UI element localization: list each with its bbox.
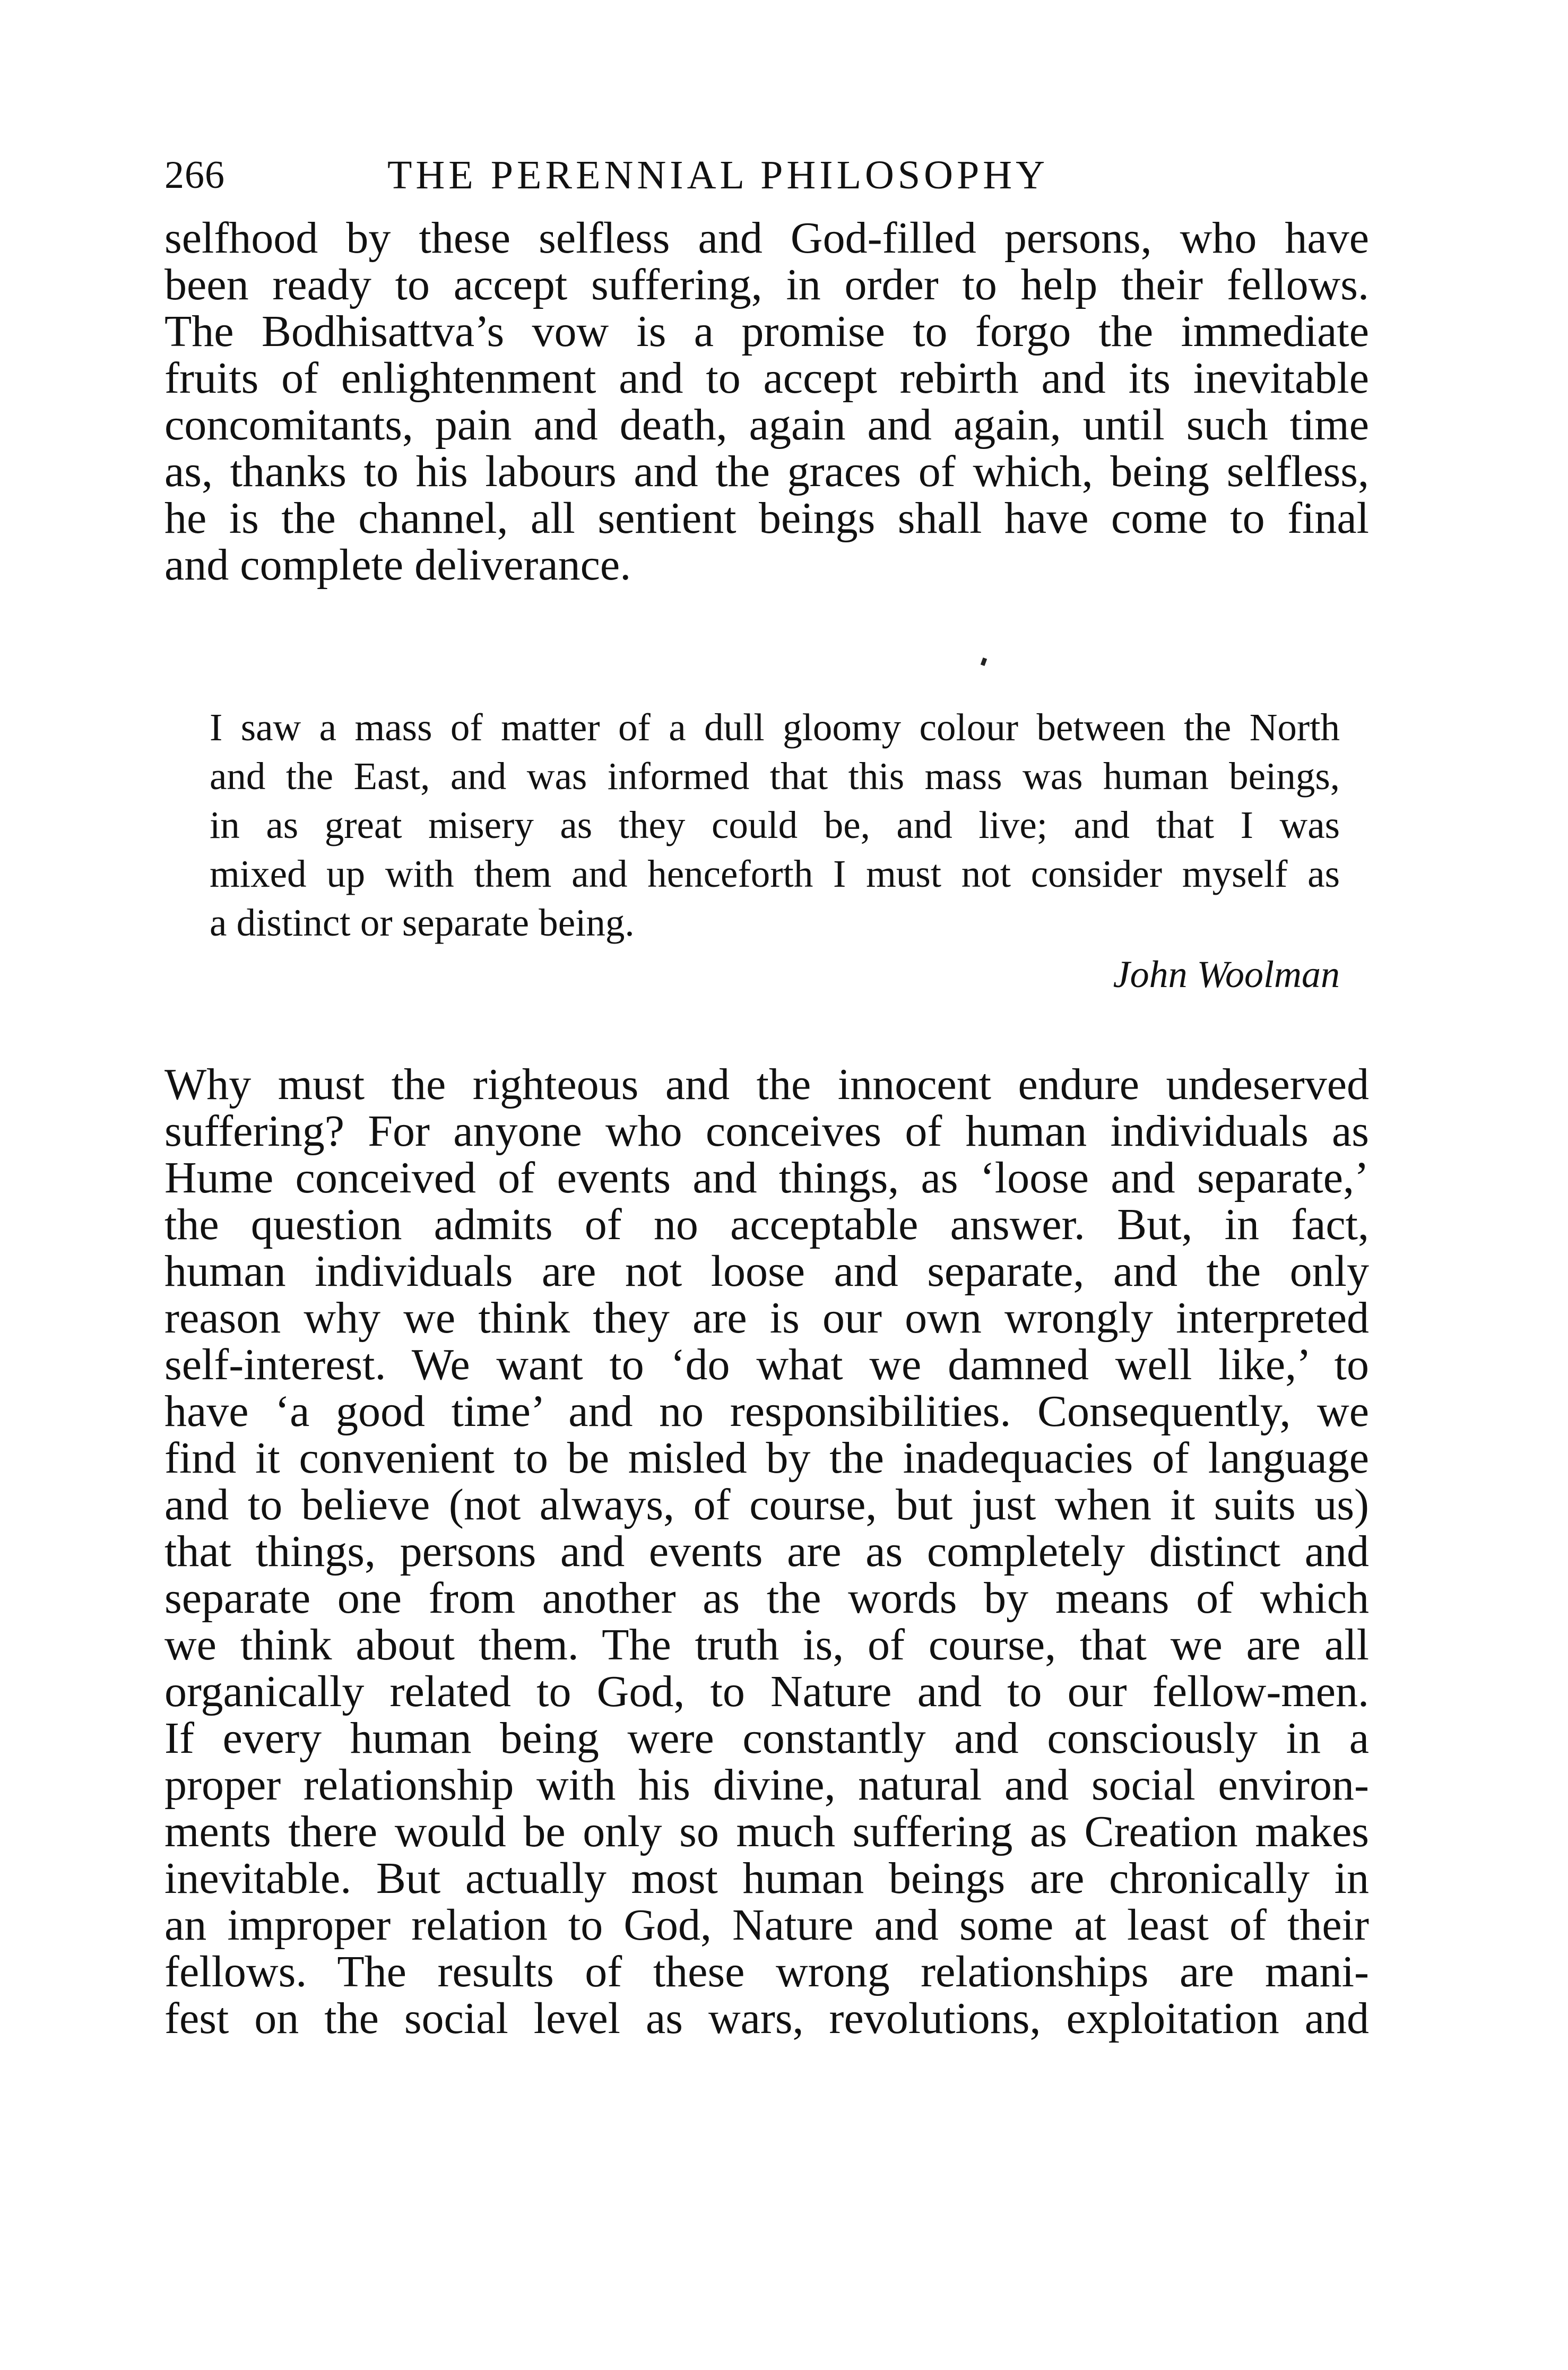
- paragraph-2: [164, 1061, 1369, 2042]
- text-line: human individuals are not loose and separate, and the only: [164, 1247, 1369, 1296]
- quote-line: I saw a mass of matter of a dull gloomy colour between the North: [210, 706, 1340, 749]
- page-header: [164, 146, 1369, 204]
- text-line: find it convenient to be misled by the inadequacies of language: [164, 1433, 1369, 1483]
- text-line: the question admits of no acceptable answer. But, in fact,: [164, 1200, 1369, 1249]
- text-line: fellows. The results of these wrong relationships are mani-: [164, 1947, 1369, 1996]
- quote-line: a distinct or separate being.: [210, 901, 635, 944]
- running-title: THE PERENNIAL PHILOSOPHY: [387, 153, 1049, 197]
- text-line: fest on the social level as wars, revolutions, exploitation and: [164, 1994, 1369, 2043]
- quote-line: mixed up with them and henceforth I must not consider myself as: [210, 852, 1340, 895]
- text-line: organically related to God, to Nature and to our fellow-men.: [164, 1667, 1369, 1716]
- stray-print-mark: [981, 658, 987, 666]
- text-line: concomitants, pain and death, again and again, until such time: [164, 400, 1369, 449]
- text-line: that things, persons and events are as completely distinct and: [164, 1527, 1369, 1576]
- text-line: separate one from another as the words by means of which: [164, 1573, 1369, 1623]
- text-line: suffering? For anyone who conceives of human individuals as: [164, 1106, 1369, 1156]
- text-line: Why must the righteous and the innocent endure undeserved: [164, 1060, 1369, 1109]
- block-quote: [210, 703, 1340, 947]
- text-line: have ‘a good time’ and no responsibilities. Consequently, we: [164, 1387, 1369, 1436]
- quote-attribution: John Woolman: [1113, 953, 1340, 996]
- text-line: fruits of enlightenment and to accept rebirth and its inevitable: [164, 353, 1369, 403]
- text-line: we think about them. The truth is, of course, that we are all: [164, 1620, 1369, 1670]
- quote-line: in as great misery as they could be, and live; and that I was: [210, 803, 1340, 846]
- text-line: reason why we think they are is our own wrongly interpreted: [164, 1293, 1369, 1343]
- text-line: selfhood by these selfless and God-filled persons, who have: [164, 213, 1369, 263]
- text-line: an improper relation to God, Nature and some at least of their: [164, 1900, 1369, 1950]
- text-line: he is the channel, all sentient beings shall have come to final: [164, 494, 1369, 543]
- text-line: If every human being were constantly and consciously in a: [164, 1714, 1369, 1763]
- text-line: proper relationship with his divine, natural and social environ-: [164, 1760, 1369, 1810]
- text-line: Hume conceived of events and things, as ‘loose and separate,’: [164, 1153, 1369, 1203]
- text-line: inevitable. But actually most human beings are chronically in: [164, 1854, 1369, 1903]
- text-line: as, thanks to his labours and the graces of which, being selfless,: [164, 447, 1369, 496]
- text-line: self-interest. We want to ‘do what we damned well like,’ to: [164, 1340, 1369, 1389]
- text-line: been ready to accept suffering, in order to help their fellows.: [164, 260, 1369, 309]
- paragraph-1: [164, 215, 1369, 589]
- text-line: ments there would be only so much suffering as Creation makes: [164, 1807, 1369, 1856]
- text-line: and complete deliverance.: [164, 540, 631, 590]
- text-line: The Bodhisattva’s vow is a promise to forgo the immediate: [164, 307, 1369, 356]
- text-line: and to believe (not always, of course, but just when it suits us): [164, 1480, 1369, 1529]
- page-number: 266: [164, 153, 225, 197]
- quote-line: and the East, and was informed that this mass was human beings,: [210, 755, 1340, 798]
